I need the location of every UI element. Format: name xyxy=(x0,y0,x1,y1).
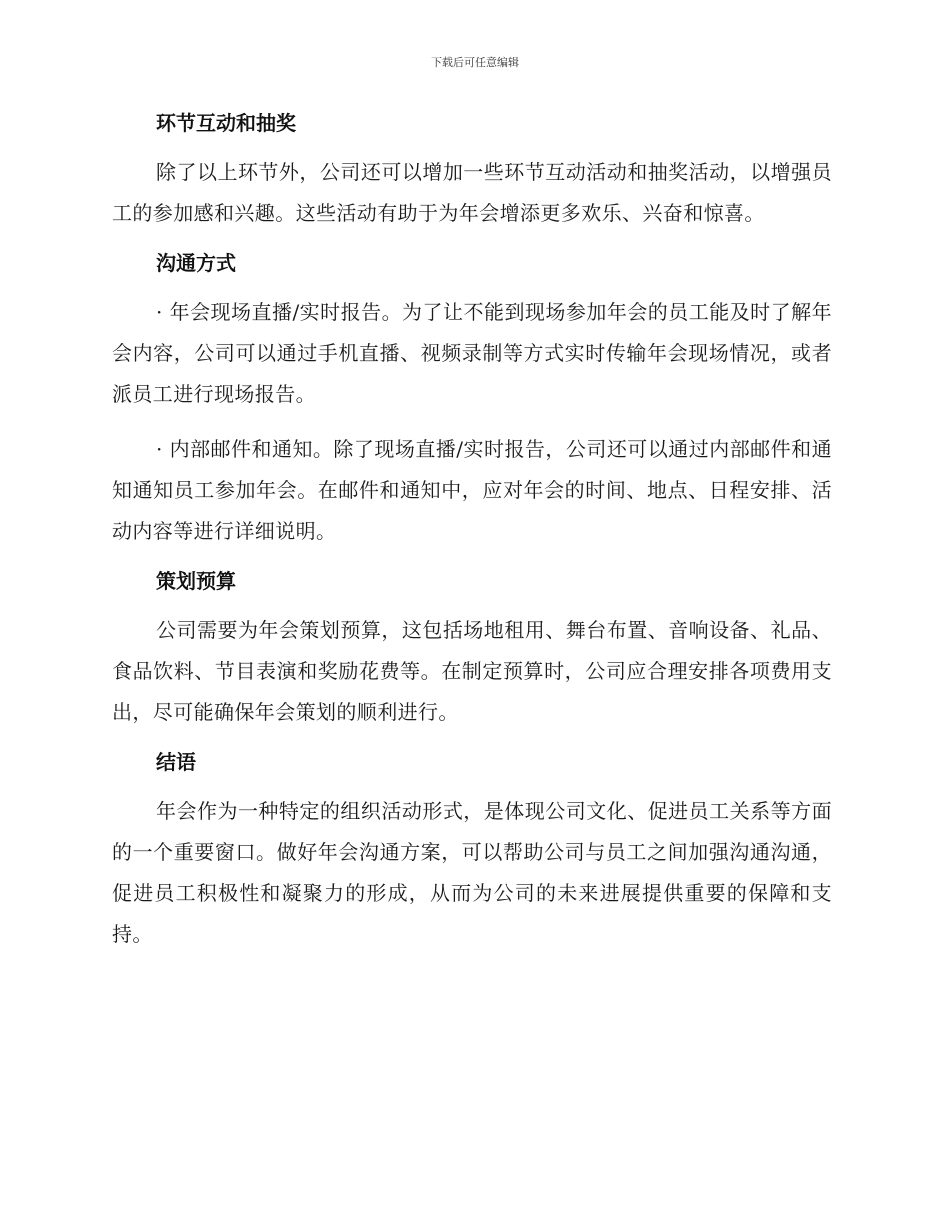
document-body xyxy=(112,108,832,969)
section-title: 策划预算 xyxy=(156,569,236,593)
section-communication-methods xyxy=(112,248,832,552)
section-conclusion xyxy=(112,747,832,955)
bullet-paragraph: · 年会现场直播/实时报告。为了让不能到现场参加年会的员工能及时了解年会内容，公司可以通过手机直播、视频录制等方式实时传输年会现场情况，或者派员工进行现场报告。 xyxy=(112,300,832,406)
section-title: 沟通方式 xyxy=(156,251,236,275)
section-title: 环节互动和抽奖 xyxy=(156,111,296,135)
section-title: 结语 xyxy=(156,750,196,774)
section-interaction-lottery xyxy=(112,108,832,234)
paragraph: 公司需要为年会策划预算，这包括场地租用、舞台布置、音响设备、礼品、食品饮料、节目表演和奖励花费等。在制定预算时，公司应合理安排各项费用支出，尽可能确保年会策划的顺利进行。 xyxy=(112,618,832,724)
bullet-paragraph: · 内部邮件和通知。除了现场直播/实时报告，公司还可以通过内部邮件和通知通知员工参加年会。在邮件和通知中，应对年会的时间、地点、日程安排、活动内容等进行详细说明。 xyxy=(112,437,832,543)
page-header: 下载后可任意编辑 xyxy=(431,56,519,69)
paragraph: 年会作为一种特定的组织活动形式，是体现公司文化、促进员工关系等方面的一个重要窗口。做好年会沟通方案，可以帮助公司与员工之间加强沟通沟通，促进员工积极性和凝聚力的形成，从而为公司的未来进展提供重要的保障和支持。 xyxy=(112,799,832,946)
paragraph: 除了以上环节外，公司还可以增加一些环节互动活动和抽奖活动，以增强员工的参加感和兴趣。这些活动有助于为年会增添更多欢乐、兴奋和惊喜。 xyxy=(112,160,832,225)
section-budget xyxy=(112,566,832,733)
